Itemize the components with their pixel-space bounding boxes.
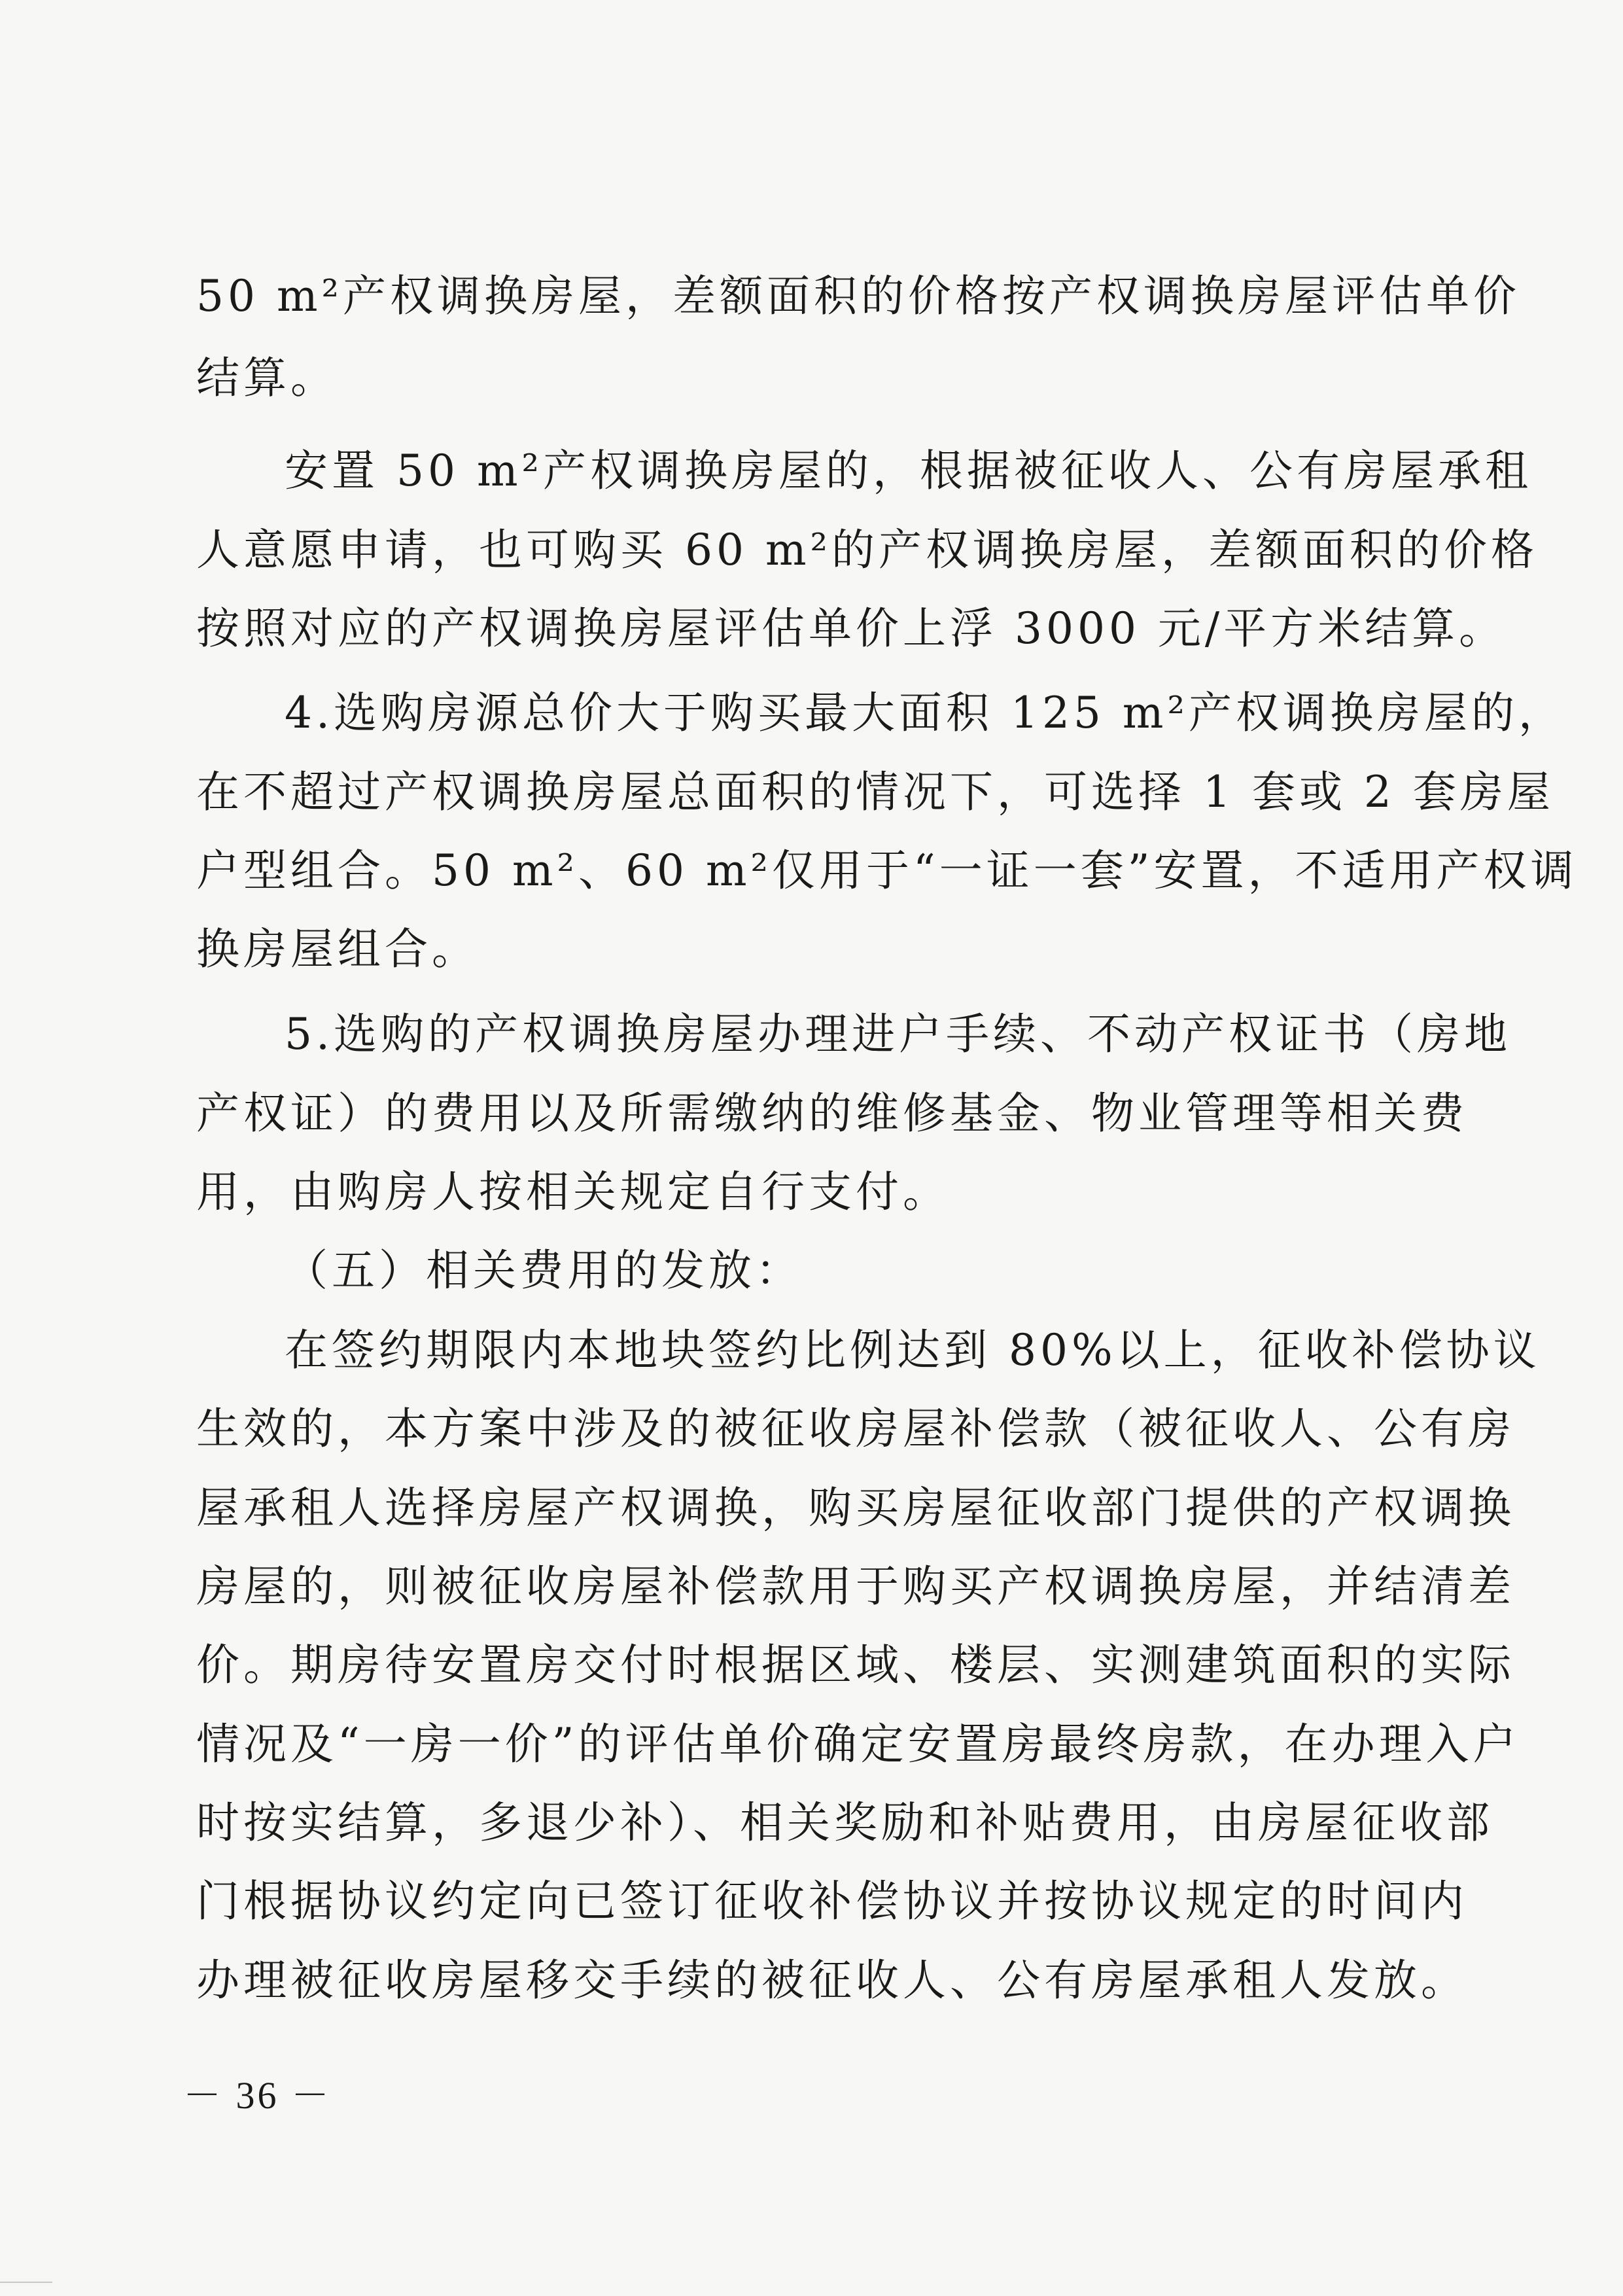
text-line: 按照对应的产权调换房屋评估单价上浮 3000 元/平方米结算。 xyxy=(196,603,1507,654)
text-line: 在不超过产权调换房屋总面积的情况下，可选择 1 套或 2 套房屋 xyxy=(196,767,1554,817)
text-line: 办理被征收房屋移交手续的被征收人、公有房屋承租人发放。 xyxy=(196,1955,1468,2005)
text-line: 情况及“一房一价”的评估单价确定安置房最终房款，在办理入户 xyxy=(196,1719,1520,1769)
text-line: 50 m²产权调换房屋，差额面积的价格按产权调换房屋评估单价 xyxy=(196,271,1521,321)
text-line: 5.选购的产权调换房屋办理进户手续、不动产权证书（房地 xyxy=(285,1009,1511,1059)
scan-edge-mark xyxy=(0,2282,52,2283)
text-line: 价。期房待安置房交付时根据区域、楼层、实测建筑面积的实际 xyxy=(196,1640,1515,1690)
section-heading: （五）相关费用的发放： xyxy=(285,1245,803,1296)
text-line: 生效的，本方案中涉及的被征收房屋补偿款（被征收人、公有房 xyxy=(196,1404,1515,1454)
text-line: 4.选购房源总价大于购买最大面积 125 m²产权调换房屋的， xyxy=(285,688,1565,738)
text-line: 安置 50 m²产权调换房屋的，根据被征收人、公有房屋承租 xyxy=(285,446,1532,496)
text-line: 屋承租人选择房屋产权调换，购买房屋征收部门提供的产权调换 xyxy=(196,1483,1515,1533)
text-line: 人意愿申请，也可购买 60 m²的产权调换房屋，差额面积的价格 xyxy=(196,525,1538,575)
text-line: 换房屋组合。 xyxy=(196,924,479,974)
text-line: 产权证）的费用以及所需缴纳的维修基金、物业管理等相关费 xyxy=(196,1088,1468,1139)
text-line: 时按实结算，多退少补）、相关奖励和补贴费用，由房屋征收部 xyxy=(196,1797,1493,1848)
text-line: 门根据协议约定向已签订征收补偿协议并按协议规定的时间内 xyxy=(196,1876,1468,1926)
text-line: 用，由购房人按相关规定自行支付。 xyxy=(196,1167,950,1217)
text-line: 在签约期限内本地块签约比例达到 80%以上，征收补偿协议 xyxy=(285,1325,1541,1375)
text-line: 户型组合。50 m²、60 m²仅用于“一证一套”安置，不适用产权调 xyxy=(196,845,1578,896)
page-number: － 36 － xyxy=(183,2074,332,2117)
text-line: 房屋的，则被征收房屋补偿款用于购买产权调换房屋，并结清差 xyxy=(196,1561,1515,1612)
text-line: 结算。 xyxy=(196,353,338,403)
